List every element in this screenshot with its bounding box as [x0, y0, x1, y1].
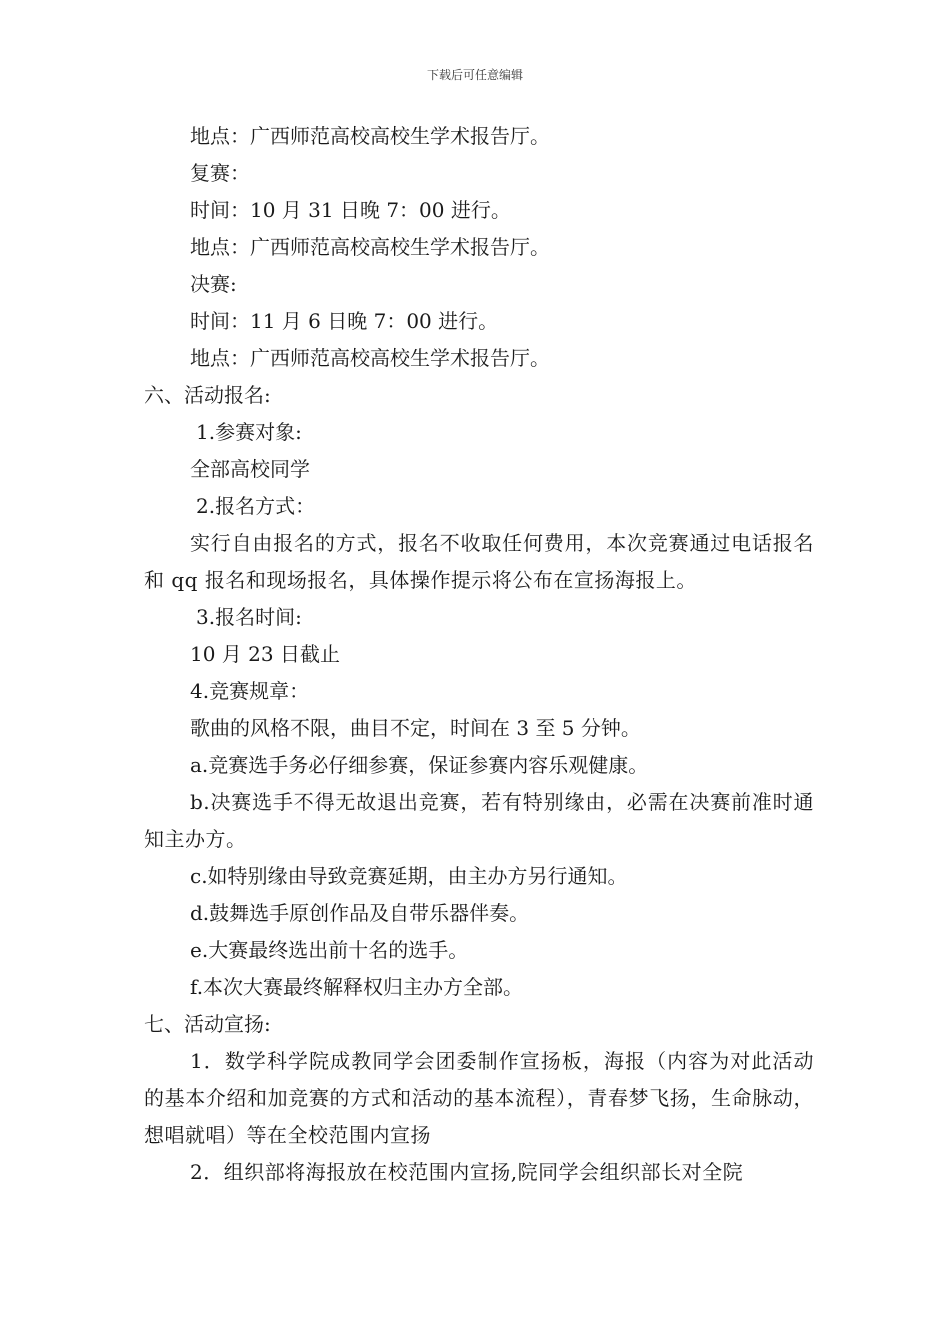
participants-heading: 1.参赛对象: [196, 420, 302, 444]
semifinal-venue: 地点：广西师范高校高校生学术报告厅。 [190, 235, 550, 259]
rule-c: c.如特别缘由导致竞赛延期，由主办方另行通知。 [190, 864, 628, 888]
registration-time-heading: 3.报名时间: [196, 605, 302, 629]
rule-d: d.鼓舞选手原创作品及自带乐器伴奏。 [190, 901, 530, 925]
registration-method-paragraph: 实行自由报名的方式，报名不收取任何费用，本次竞赛通过电话报名和 qq 报名和现场报名，具体操作提示将公布在宣扬海报上。 [144, 531, 814, 592]
page-header: 下载后可任意编辑 [426, 68, 523, 82]
document-body [144, 118, 814, 1191]
section-6-heading: 六、活动报名: [144, 383, 271, 407]
promotion-item-2: 2．组织部将海报放在校范围内宣扬,院同学会组织部长对全院 [190, 1160, 744, 1184]
rule-e: e.大赛最终选出前十名的选手。 [190, 938, 469, 962]
venue-line: 地点：广西师范高校高校生学术报告厅。 [190, 124, 550, 148]
final-heading: 决赛: [190, 272, 237, 296]
section-7-heading: 七、活动宣扬: [144, 1012, 271, 1036]
semifinal-heading: 复赛： [190, 161, 250, 185]
rule-style: 歌曲的风格不限，曲目不定，时间在 3 至 5 分钟。 [190, 716, 641, 740]
rule-b-paragraph: b.决赛选手不得无故退出竞赛，若有特别缘由，必需在决赛前准时通知主办方。 [144, 790, 814, 851]
rule-f: f.本次大赛最终解释权归主办方全部。 [190, 975, 524, 999]
final-venue: 地点：广西师范高校高校生学术报告厅。 [190, 346, 550, 370]
final-time: 时间：11 月 6 日晚 7：00 进行。 [190, 309, 499, 333]
promotion-item-1: 1．数学科学院成教同学会团委制作宣扬板，海报（内容为对此活动的基本介绍和加竞赛的方式和活动的基本流程），青春梦飞扬，生命脉动，想唱就唱）等在全校范围内宣扬 [144, 1049, 814, 1147]
registration-method-heading: 2.报名方式： [196, 494, 316, 518]
semifinal-time: 时间：10 月 31 日晚 7：00 进行。 [190, 198, 511, 222]
rule-a: a.竞赛选手务必仔细参赛，保证参赛内容乐观健康。 [190, 753, 649, 777]
rules-heading: 4.竞赛规章： [190, 679, 310, 703]
registration-deadline: 10 月 23 日截止 [190, 642, 340, 666]
participants-text: 全部高校同学 [190, 457, 310, 481]
